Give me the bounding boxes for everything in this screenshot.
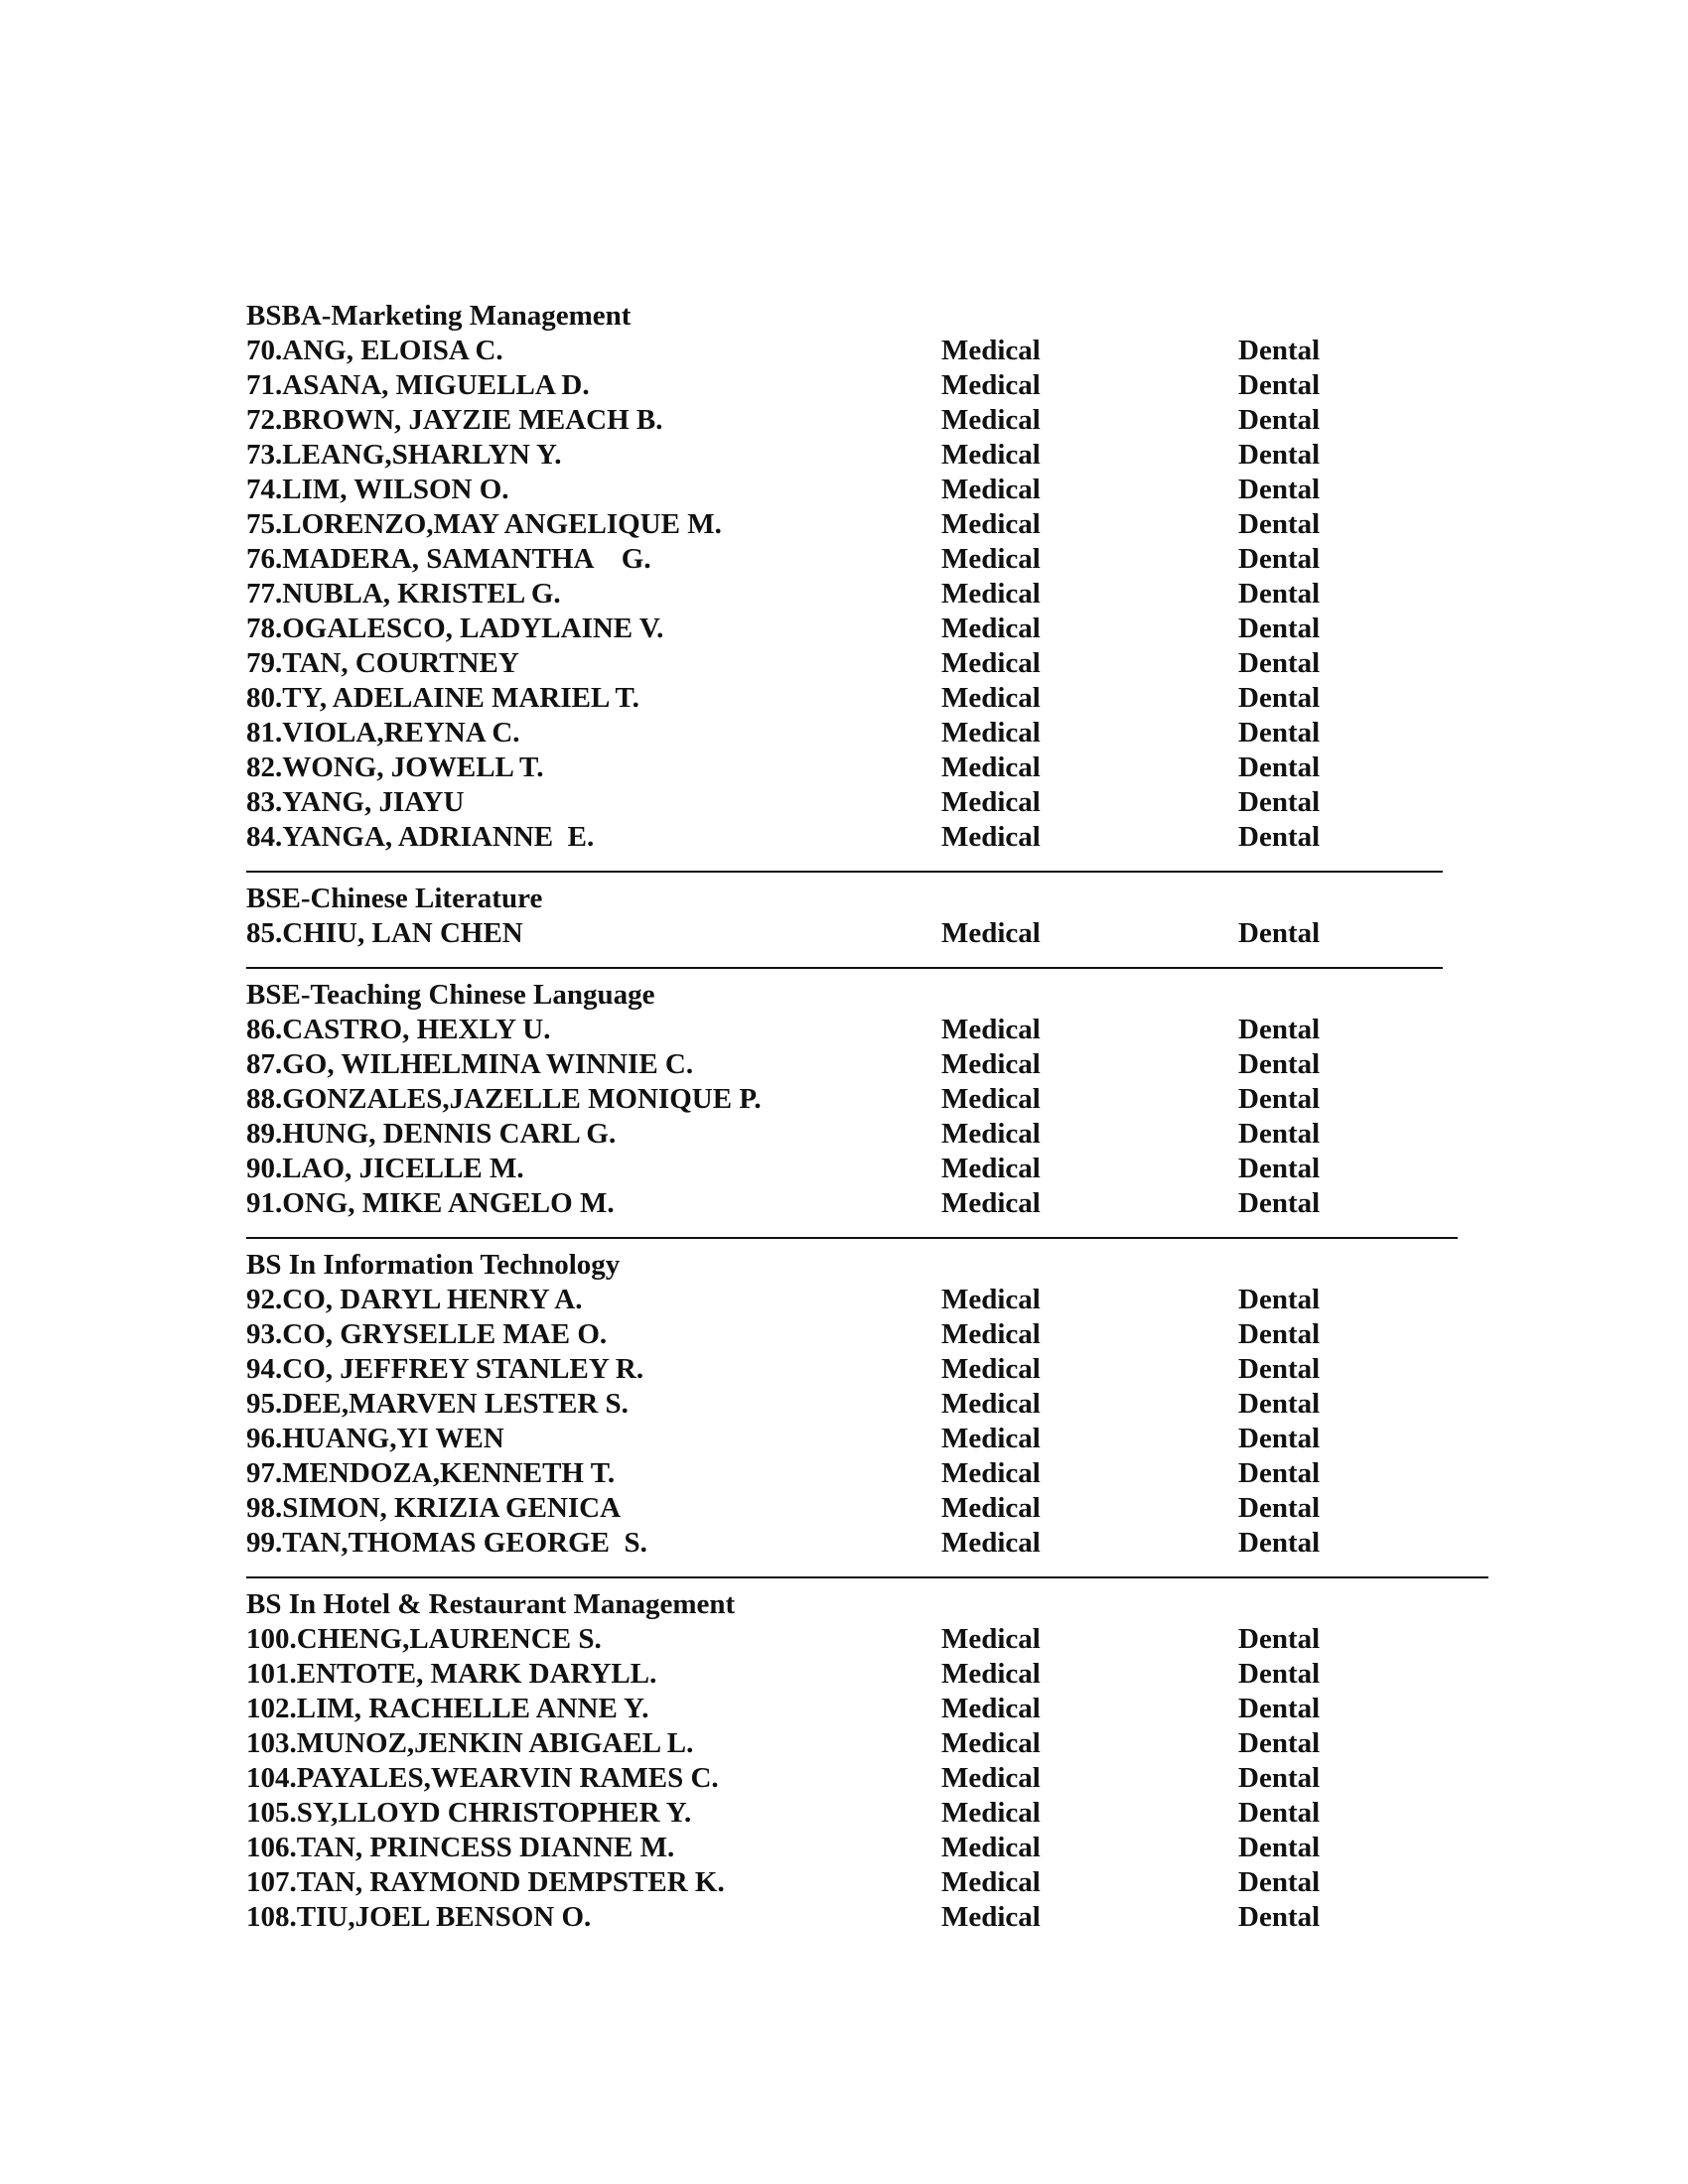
student-name: 82.WONG, JOWELL T. xyxy=(246,751,544,783)
student-row xyxy=(246,1526,1497,1561)
dental-label: Dental xyxy=(1238,404,1321,436)
student-row xyxy=(246,1456,1497,1491)
program-section xyxy=(246,978,1497,1221)
student-name: 94.CO, JEFFREY STANLEY R. xyxy=(246,1353,644,1385)
medical-label: Medical xyxy=(941,1153,1041,1184)
medical-label: Medical xyxy=(941,1118,1041,1150)
medical-label: Medical xyxy=(941,1457,1041,1489)
section-heading: BS In Information Technology xyxy=(246,1249,621,1281)
student-row xyxy=(246,577,1497,612)
section-heading: BSBA-Marketing Management xyxy=(246,300,632,332)
medical-label: Medical xyxy=(941,1797,1041,1829)
student-name: 104.PAYALES,WEARVIN RAMES C. xyxy=(246,1762,719,1794)
student-name: 93.CO, GRYSELLE MAE O. xyxy=(246,1318,608,1350)
student-name: 79.TAN, COURTNEY xyxy=(246,647,519,679)
medical-label: Medical xyxy=(941,1492,1041,1524)
dental-label: Dental xyxy=(1238,1527,1321,1559)
student-row xyxy=(246,1283,1497,1317)
student-name: 92.CO, DARYL HENRY A. xyxy=(246,1284,583,1315)
student-name: 76.MADERA, SAMANTHA G. xyxy=(246,543,651,575)
medical-label: Medical xyxy=(941,682,1041,714)
medical-label: Medical xyxy=(941,1318,1041,1350)
medical-label: Medical xyxy=(941,1048,1041,1080)
medical-label: Medical xyxy=(941,1901,1041,1933)
medical-label: Medical xyxy=(941,613,1041,644)
dental-label: Dental xyxy=(1238,474,1321,505)
medical-label: Medical xyxy=(941,1527,1041,1559)
program-section xyxy=(246,882,1497,951)
document-page xyxy=(246,299,1497,1935)
dental-label: Dental xyxy=(1238,543,1321,575)
student-row xyxy=(246,1726,1497,1761)
student-row xyxy=(246,1352,1497,1387)
student-name: 102.LIM, RACHELLE ANNE Y. xyxy=(246,1693,649,1724)
student-row xyxy=(246,507,1497,542)
section-heading: BS In Hotel & Restaurant Management xyxy=(246,1588,736,1620)
dental-label: Dental xyxy=(1238,647,1321,679)
student-name: 72.BROWN, JAYZIE MEACH B. xyxy=(246,404,663,436)
student-name: 84.YANGA, ADRIANNE E. xyxy=(246,821,595,853)
dental-label: Dental xyxy=(1238,1693,1321,1724)
program-section xyxy=(246,1248,1497,1561)
medical-label: Medical xyxy=(941,1284,1041,1315)
dental-label: Dental xyxy=(1238,1153,1321,1184)
section-divider xyxy=(246,1237,1458,1239)
medical-label: Medical xyxy=(941,543,1041,575)
dental-label: Dental xyxy=(1238,1658,1321,1690)
student-name: 96.HUANG,YI WEN xyxy=(246,1423,504,1454)
student-row xyxy=(246,473,1497,507)
dental-label: Dental xyxy=(1238,613,1321,644)
medical-label: Medical xyxy=(941,1623,1041,1655)
dental-label: Dental xyxy=(1238,1727,1321,1759)
program-section xyxy=(246,299,1497,855)
medical-label: Medical xyxy=(941,439,1041,471)
student-row xyxy=(246,403,1497,438)
medical-label: Medical xyxy=(941,369,1041,401)
student-name: 91.ONG, MIKE ANGELO M. xyxy=(246,1187,615,1219)
dental-label: Dental xyxy=(1238,1388,1321,1420)
dental-label: Dental xyxy=(1238,439,1321,471)
section-divider xyxy=(246,967,1443,969)
dental-label: Dental xyxy=(1238,1492,1321,1524)
student-row xyxy=(246,1622,1497,1657)
medical-label: Medical xyxy=(941,1353,1041,1385)
student-name: 103.MUNOZ,JENKIN ABIGAEL L. xyxy=(246,1727,694,1759)
dental-label: Dental xyxy=(1238,1762,1321,1794)
student-row xyxy=(246,438,1497,473)
student-name: 95.DEE,MARVEN LESTER S. xyxy=(246,1388,629,1420)
student-row xyxy=(246,1491,1497,1526)
medical-label: Medical xyxy=(941,1832,1041,1863)
student-row xyxy=(246,1047,1497,1082)
dental-label: Dental xyxy=(1238,786,1321,818)
dental-label: Dental xyxy=(1238,717,1321,749)
medical-label: Medical xyxy=(941,1693,1041,1724)
student-name: 89.HUNG, DENNIS CARL G. xyxy=(246,1118,617,1150)
student-row xyxy=(246,334,1497,368)
student-row xyxy=(246,1900,1497,1935)
student-name: 101.ENTOTE, MARK DARYLL. xyxy=(246,1658,657,1690)
student-row xyxy=(246,646,1497,681)
student-name: 106.TAN, PRINCESS DIANNE M. xyxy=(246,1832,675,1863)
section-heading: BSE-Teaching Chinese Language xyxy=(246,979,655,1011)
dental-label: Dental xyxy=(1238,917,1321,949)
student-name: 75.LORENZO,MAY ANGELIQUE M. xyxy=(246,508,722,540)
student-name: 86.CASTRO, HEXLY U. xyxy=(246,1014,551,1045)
student-name: 85.CHIU, LAN CHEN xyxy=(246,917,523,949)
student-name: 80.TY, ADELAINE MARIEL T. xyxy=(246,682,639,714)
student-row xyxy=(246,820,1497,855)
medical-label: Medical xyxy=(941,1388,1041,1420)
student-name: 107.TAN, RAYMOND DEMPSTER K. xyxy=(246,1866,725,1898)
dental-label: Dental xyxy=(1238,1048,1321,1080)
medical-label: Medical xyxy=(941,1762,1041,1794)
dental-label: Dental xyxy=(1238,1423,1321,1454)
student-name: 73.LEANG,SHARLYN Y. xyxy=(246,439,562,471)
student-row xyxy=(246,916,1497,951)
student-row xyxy=(246,1831,1497,1865)
student-row xyxy=(246,1796,1497,1831)
medical-label: Medical xyxy=(941,404,1041,436)
student-row xyxy=(246,716,1497,751)
student-name: 105.SY,LLOYD CHRISTOPHER Y. xyxy=(246,1797,692,1829)
student-row xyxy=(246,1013,1497,1047)
student-row xyxy=(246,368,1497,403)
student-row xyxy=(246,1117,1497,1152)
dental-label: Dental xyxy=(1238,508,1321,540)
medical-label: Medical xyxy=(941,917,1041,949)
medical-label: Medical xyxy=(941,578,1041,610)
dental-label: Dental xyxy=(1238,1901,1321,1933)
student-row xyxy=(246,1761,1497,1796)
medical-label: Medical xyxy=(941,1014,1041,1045)
student-row xyxy=(246,1692,1497,1726)
dental-label: Dental xyxy=(1238,1318,1321,1350)
student-row xyxy=(246,1865,1497,1900)
student-row xyxy=(246,681,1497,716)
medical-label: Medical xyxy=(941,508,1041,540)
dental-label: Dental xyxy=(1238,821,1321,853)
medical-label: Medical xyxy=(941,1727,1041,1759)
dental-label: Dental xyxy=(1238,1187,1321,1219)
student-row xyxy=(246,751,1497,785)
section-divider xyxy=(246,1576,1488,1578)
medical-label: Medical xyxy=(941,1187,1041,1219)
dental-label: Dental xyxy=(1238,1832,1321,1863)
student-name: 97.MENDOZA,KENNETH T. xyxy=(246,1457,616,1489)
student-row xyxy=(246,785,1497,820)
medical-label: Medical xyxy=(941,474,1041,505)
medical-label: Medical xyxy=(941,335,1041,366)
student-row xyxy=(246,1317,1497,1352)
student-name: 81.VIOLA,REYNA C. xyxy=(246,717,520,749)
dental-label: Dental xyxy=(1238,335,1321,366)
student-row xyxy=(246,542,1497,577)
dental-label: Dental xyxy=(1238,1014,1321,1045)
dental-label: Dental xyxy=(1238,682,1321,714)
student-row xyxy=(246,1422,1497,1456)
medical-label: Medical xyxy=(941,717,1041,749)
student-row xyxy=(246,1152,1497,1186)
student-name: 74.LIM, WILSON O. xyxy=(246,474,509,505)
dental-label: Dental xyxy=(1238,1353,1321,1385)
dental-label: Dental xyxy=(1238,1284,1321,1315)
medical-label: Medical xyxy=(941,1083,1041,1115)
dental-label: Dental xyxy=(1238,751,1321,783)
dental-label: Dental xyxy=(1238,1623,1321,1655)
student-row xyxy=(246,612,1497,646)
student-name: 98.SIMON, KRIZIA GENICA xyxy=(246,1492,622,1524)
student-name: 70.ANG, ELOISA C. xyxy=(246,335,503,366)
dental-label: Dental xyxy=(1238,1797,1321,1829)
dental-label: Dental xyxy=(1238,369,1321,401)
student-name: 90.LAO, JICELLE M. xyxy=(246,1153,524,1184)
dental-label: Dental xyxy=(1238,1866,1321,1898)
student-row xyxy=(246,1186,1497,1221)
student-name: 87.GO, WILHELMINA WINNIE C. xyxy=(246,1048,694,1080)
dental-label: Dental xyxy=(1238,1457,1321,1489)
student-name: 78.OGALESCO, LADYLAINE V. xyxy=(246,613,664,644)
medical-label: Medical xyxy=(941,821,1041,853)
medical-label: Medical xyxy=(941,1423,1041,1454)
medical-label: Medical xyxy=(941,1866,1041,1898)
medical-label: Medical xyxy=(941,751,1041,783)
student-name: 99.TAN,THOMAS GEORGE S. xyxy=(246,1527,647,1559)
student-name: 83.YANG, JIAYU xyxy=(246,786,465,818)
section-heading: BSE-Chinese Literature xyxy=(246,883,543,914)
dental-label: Dental xyxy=(1238,578,1321,610)
student-row xyxy=(246,1387,1497,1422)
section-divider xyxy=(246,871,1443,873)
dental-label: Dental xyxy=(1238,1083,1321,1115)
medical-label: Medical xyxy=(941,1658,1041,1690)
student-name: 100.CHENG,LAURENCE S. xyxy=(246,1623,602,1655)
program-section xyxy=(246,1587,1497,1935)
student-name: 108.TIU,JOEL BENSON O. xyxy=(246,1901,592,1933)
student-name: 77.NUBLA, KRISTEL G. xyxy=(246,578,561,610)
student-row xyxy=(246,1657,1497,1692)
dental-label: Dental xyxy=(1238,1118,1321,1150)
student-row xyxy=(246,1082,1497,1117)
medical-label: Medical xyxy=(941,786,1041,818)
student-name: 88.GONZALES,JAZELLE MONIQUE P. xyxy=(246,1083,762,1115)
student-name: 71.ASANA, MIGUELLA D. xyxy=(246,369,590,401)
medical-label: Medical xyxy=(941,647,1041,679)
